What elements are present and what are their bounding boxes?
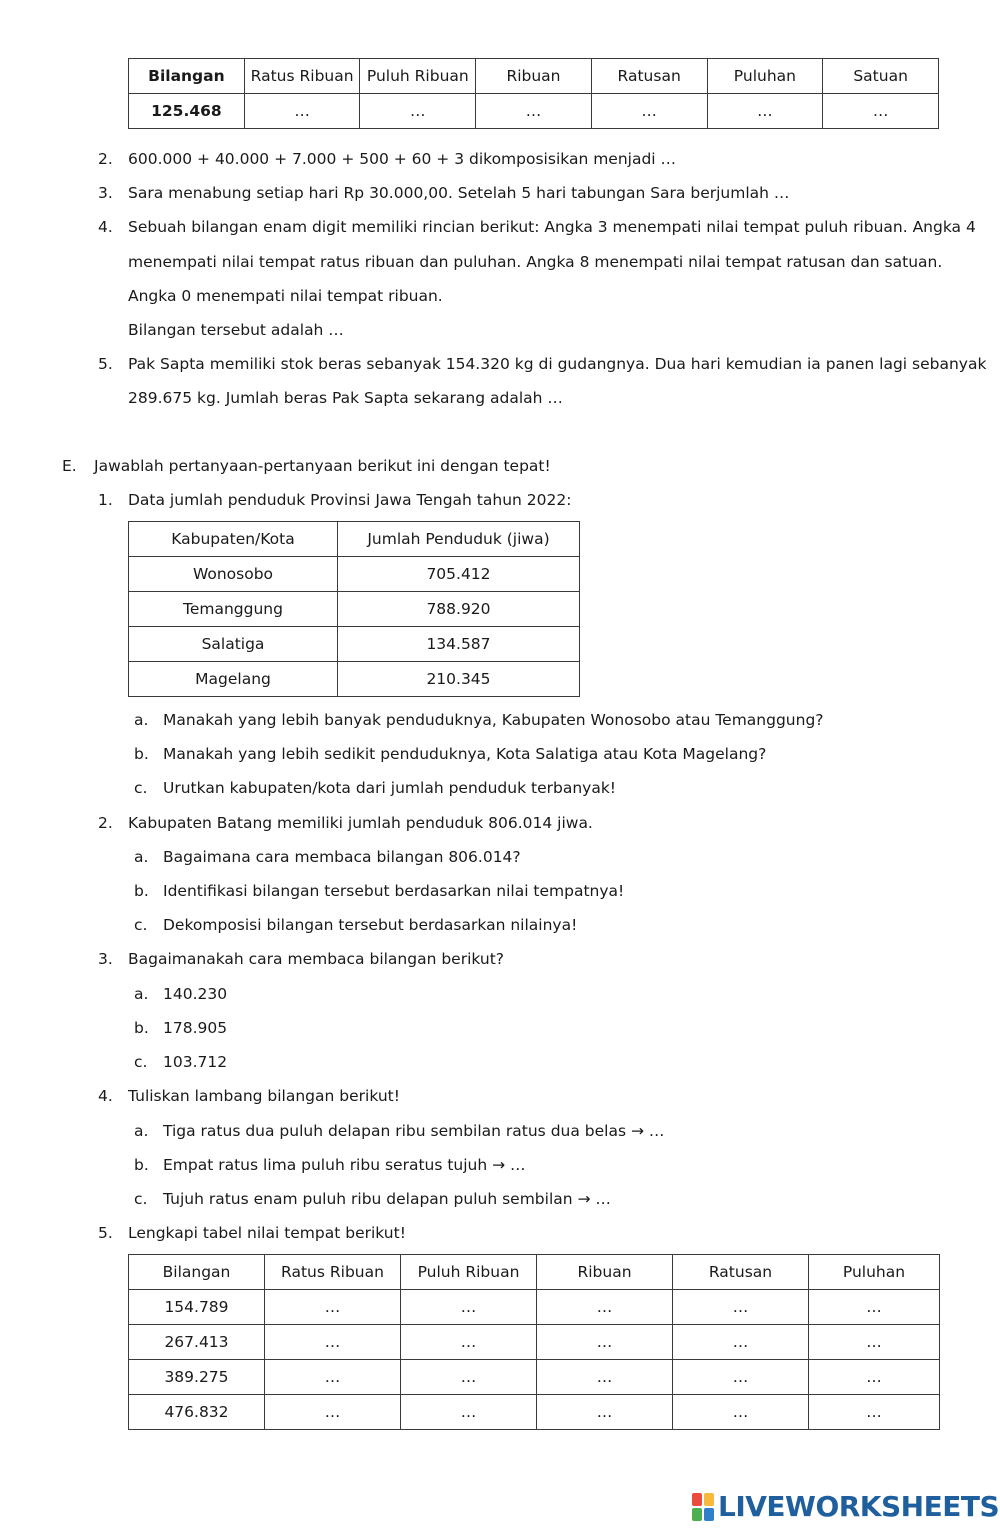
- question-text: 600.000 + 40.000 + 7.000 + 500 + 60 + 3 dikomposisikan menjadi …: [128, 150, 677, 168]
- table-header-cell: Jumlah Penduduk (jiwa): [338, 522, 580, 557]
- sub-question-text: 103.712: [163, 1053, 228, 1071]
- sub-question-text: Identifikasi bilangan tersebut berdasarkan nilai tempatnya!: [163, 882, 625, 900]
- answer-blank[interactable]: …: [809, 1360, 940, 1395]
- question-number: 4.: [98, 1087, 113, 1105]
- table-header-cell: Ribuan: [537, 1255, 673, 1290]
- table-header-row: [129, 59, 939, 94]
- sub-letter: a.: [134, 711, 149, 729]
- table-row: [129, 1325, 940, 1360]
- table-header-cell: Ribuan: [476, 59, 592, 94]
- answer-blank[interactable]: …: [673, 1360, 809, 1395]
- table-header-cell: Ratus Ribuan: [244, 59, 360, 94]
- sub-question-text: Manakah yang lebih sedikit penduduknya, Kota Salatiga atau Kota Magelang?: [163, 745, 767, 763]
- answer-blank[interactable]: …: [537, 1395, 673, 1430]
- table-cell: 210.345: [338, 662, 580, 697]
- table-header-cell: Bilangan: [129, 59, 245, 94]
- question-number: 3.: [98, 950, 113, 968]
- answer-blank[interactable]: …: [809, 1290, 940, 1325]
- table-cell: 788.920: [338, 592, 580, 627]
- answer-blank[interactable]: …: [673, 1290, 809, 1325]
- sub-question-text: Manakah yang lebih banyak penduduknya, Kabupaten Wonosobo atau Temanggung?: [163, 711, 824, 729]
- table-cell-number: 267.413: [129, 1325, 265, 1360]
- table-row: [129, 1395, 940, 1430]
- sub-letter: b.: [134, 1019, 149, 1037]
- question-number: 5.: [98, 355, 113, 373]
- table-cell-number: 476.832: [129, 1395, 265, 1430]
- question-text: Angka 0 menempati nilai tempat ribuan.: [128, 287, 443, 305]
- question-text: Lengkapi tabel nilai tempat berikut!: [128, 1224, 406, 1242]
- sub-question-text: Bagaimana cara membaca bilangan 806.014?: [163, 848, 521, 866]
- table-cell: Magelang: [129, 662, 338, 697]
- answer-blank[interactable]: …: [476, 94, 592, 129]
- question-text: Sara menabung setiap hari Rp 30.000,00. Setelah 5 hari tabungan Sara berjumlah …: [128, 184, 790, 202]
- table-header-row: [129, 522, 580, 557]
- question-text: Bilangan tersebut adalah …: [128, 321, 344, 339]
- answer-blank[interactable]: …: [265, 1395, 401, 1430]
- place-value-table-top: [128, 58, 939, 129]
- sub-letter: b.: [134, 745, 149, 763]
- table-header-cell: Puluh Ribuan: [360, 59, 476, 94]
- table-row: [129, 1360, 940, 1395]
- answer-blank[interactable]: …: [265, 1290, 401, 1325]
- answer-blank[interactable]: …: [809, 1325, 940, 1360]
- answer-blank[interactable]: …: [401, 1395, 537, 1430]
- table-row: [129, 94, 939, 129]
- brand-name: LIVEWORKSHEETS: [718, 1490, 1000, 1523]
- answer-blank[interactable]: …: [265, 1360, 401, 1395]
- answer-blank[interactable]: …: [673, 1325, 809, 1360]
- table-header-cell: Ratusan: [591, 59, 707, 94]
- sub-question-text: Tujuh ratus enam puluh ribu delapan puluh sembilan → …: [163, 1190, 611, 1208]
- sub-letter: b.: [134, 1156, 149, 1174]
- answer-blank[interactable]: …: [823, 94, 939, 129]
- table-cell-number: 154.789: [129, 1290, 265, 1325]
- answer-blank[interactable]: …: [401, 1325, 537, 1360]
- sub-letter: c.: [134, 1190, 148, 1208]
- question-number: 4.: [98, 218, 113, 236]
- table-header-cell: Puluh Ribuan: [401, 1255, 537, 1290]
- section-title: Jawablah pertanyaan-pertanyaan berikut ini dengan tepat!: [94, 457, 551, 475]
- question-number: 2.: [98, 150, 113, 168]
- answer-blank[interactable]: …: [537, 1290, 673, 1325]
- table-header-cell: Kabupaten/Kota: [129, 522, 338, 557]
- table-cell: Temanggung: [129, 592, 338, 627]
- table-row: [129, 592, 580, 627]
- question-text: Sebuah bilangan enam digit memiliki rincian berikut: Angka 3 menempati nilai tempat puluh ribuan. Angka 4: [128, 218, 976, 236]
- sub-question-text: Tiga ratus dua puluh delapan ribu sembilan ratus dua belas → …: [163, 1122, 665, 1140]
- sub-question-text: 178.905: [163, 1019, 228, 1037]
- question-number: 1.: [98, 491, 113, 509]
- table-row: [129, 627, 580, 662]
- answer-blank[interactable]: …: [401, 1290, 537, 1325]
- question-text: Tuliskan lambang bilangan berikut!: [128, 1087, 400, 1105]
- sub-letter: a.: [134, 1122, 149, 1140]
- liveworksheets-logo: [692, 1490, 999, 1523]
- answer-blank[interactable]: …: [244, 94, 360, 129]
- sub-letter: c.: [134, 779, 148, 797]
- table-header-cell: Puluhan: [707, 59, 823, 94]
- section-letter: E.: [62, 457, 77, 475]
- question-number: 2.: [98, 814, 113, 832]
- table-header-cell: Ratusan: [673, 1255, 809, 1290]
- table-header-cell: Satuan: [823, 59, 939, 94]
- answer-blank[interactable]: …: [707, 94, 823, 129]
- table-cell: Salatiga: [129, 627, 338, 662]
- question-text: Bagaimanakah cara membaca bilangan berikut?: [128, 950, 505, 968]
- answer-blank[interactable]: …: [537, 1360, 673, 1395]
- question-text: Kabupaten Batang memiliki jumlah penduduk 806.014 jiwa.: [128, 814, 593, 832]
- answer-blank[interactable]: …: [809, 1395, 940, 1430]
- sub-question-text: Urutkan kabupaten/kota dari jumlah penduduk terbanyak!: [163, 779, 617, 797]
- answer-blank[interactable]: …: [360, 94, 476, 129]
- table-cell: 705.412: [338, 557, 580, 592]
- table-cell-number: 389.275: [129, 1360, 265, 1395]
- table-row: [129, 557, 580, 592]
- sub-question-text: Empat ratus lima puluh ribu seratus tujuh → …: [163, 1156, 526, 1174]
- question-text: Pak Sapta memiliki stok beras sebanyak 154.320 kg di gudangnya. Dua hari kemudian ia panen lagi sebanyak: [128, 355, 987, 373]
- answer-blank[interactable]: …: [673, 1395, 809, 1430]
- table-cell: 134.587: [338, 627, 580, 662]
- answer-blank[interactable]: …: [265, 1325, 401, 1360]
- sub-question-text: Dekomposisi bilangan tersebut berdasarkan nilainya!: [163, 916, 578, 934]
- question-number: 5.: [98, 1224, 113, 1242]
- answer-blank[interactable]: …: [591, 94, 707, 129]
- table-header-cell: Ratus Ribuan: [265, 1255, 401, 1290]
- table-header-row: [129, 1255, 940, 1290]
- sub-letter: c.: [134, 1053, 148, 1071]
- table-cell: Wonosobo: [129, 557, 338, 592]
- sub-letter: a.: [134, 985, 149, 1003]
- sub-letter: a.: [134, 848, 149, 866]
- answer-blank[interactable]: …: [401, 1360, 537, 1395]
- question-text: menempati nilai tempat ratus ribuan dan puluhan. Angka 8 menempati nilai tempat ratusan dan satuan.: [128, 253, 943, 271]
- sub-letter: b.: [134, 882, 149, 900]
- place-value-table-bottom: [128, 1254, 940, 1430]
- question-text: Data jumlah penduduk Provinsi Jawa Tengah tahun 2022:: [128, 491, 572, 509]
- table-row: [129, 662, 580, 697]
- table-header-cell: Bilangan: [129, 1255, 265, 1290]
- table-row: [129, 1290, 940, 1325]
- population-table: [128, 521, 580, 697]
- table-header-cell: Puluhan: [809, 1255, 940, 1290]
- question-number: 3.: [98, 184, 113, 202]
- question-text: 289.675 kg. Jumlah beras Pak Sapta sekarang adalah …: [128, 389, 563, 407]
- sub-question-text: 140.230: [163, 985, 228, 1003]
- table-cell-number: 125.468: [129, 94, 245, 129]
- liveworksheets-logo-icon: [692, 1493, 714, 1521]
- answer-blank[interactable]: …: [537, 1325, 673, 1360]
- sub-letter: c.: [134, 916, 148, 934]
